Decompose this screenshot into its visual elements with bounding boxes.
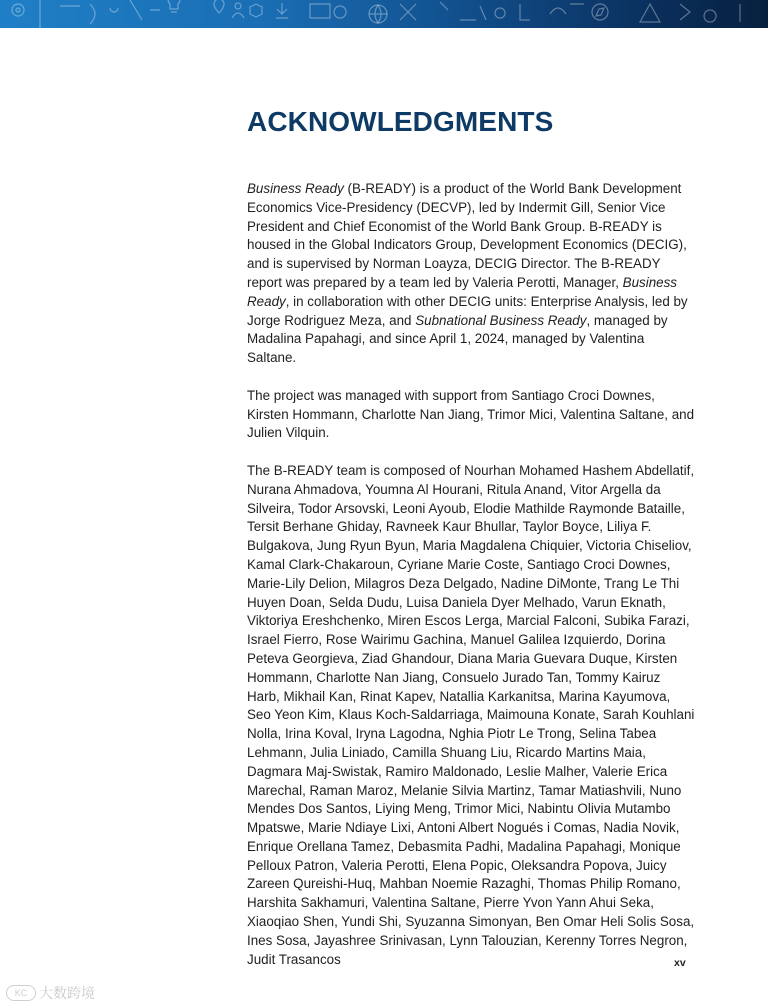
page-title: ACKNOWLEDGMENTS — [247, 106, 554, 137]
triangle-icon — [640, 4, 660, 22]
management-paragraph: The project was managed with support from Santiago Croci Downes, Kirsten Hommann, Charlotte Nan Jiang, Trimor Mici, Valentina Saltane, and Julien Vilquin. — [247, 387, 695, 441]
location-pin-icon — [214, 0, 224, 13]
tools-icon — [400, 4, 416, 20]
gear-icon — [12, 4, 24, 16]
watermark-text: 大数跨境 — [39, 985, 95, 1001]
header-banner — [0, 0, 768, 28]
page-number: xv — [674, 957, 686, 969]
download-arrow-icon — [276, 3, 288, 18]
banner-pattern — [0, 0, 768, 28]
watermark-logo-icon: KC — [6, 985, 36, 1001]
team-paragraph: The B-READY team is composed of Nourhan Mohamed Hashem Abdellatif, Nurana Ahmadova, Youmna Al Hourani, Ritula Anand, Vitor Argella da Silveira, Todor Arsovski, Leoni Ayoub, Elodie Mathilde Raymonde Bataille, Tersit Berhane Ghiday, Ravneek Kaur Bhullar, Taylor Boyce, Liliya F. Bulgakova, Jung Ryun Byun, Maria Magdalena Chiquier, Victoria Chiseliov, Kamal Clark-Chakaroun, Cyriane Marie Coste, Santiago Croci Downes, Marie-Lily Delion, Milagros Deza Delgado, Nadine DiMonte, Trang Le Thi Huyen Doan, Selda Dudu, Luisa Daniela Dyer Melhado, Varun Eknath, Viktoriya Ereshchenko, Miren Escos Lerga, Marcial Falconi, Subika Farazi, Israel Fierro, Rose Wairimu Gachina, Manuel Galilea Izquierdo, Dorina Peteva Georgieva, Ziad Ghandour, Diana Maria Guevara Duque, Kirsten Hommann, Charlotte Nan Jiang, Consuelo Jurado Tan, Tommy Kairuz Harb, Mikhail Kan, Rinat Kapev, Natallia Karkanitsa, Marina Kayumova, Seo Yeon Kim, Klaus Koch-Saldarriaga, Maimouna Konate, Sarah Kouhlani Nolla, Irina Koval, Iryna Lagodna, Nghia Piotr Le Trong, Selina Tabea Lehmann, Julia Liniado, Camilla Shuang Liu, Ricardo Martins Maia, Dagmara Maj-Swistak, Ramiro Maldonado, Leslie Malher, Valerie Erica Marechal, Raman Maroz, Melanie Silvia Martinz, Tamar Matiashvili, Nuno Mendes Dos Santos, Liying Meng, Trimor Mici, Nabintu Olivia Mutambo Mpatswe, Marie Ndiaye Lixi, Antoni Albert Nogués i Comas, Nadia Novik, Enrique Orellana Tamez, Debasmita Padhi, Madalina Papahagi, Monique Pelloux Patron, Valeria Perotti, Elena Popic, Oleksandra Popova, Juicy Zareen Qureishi-Huq, Mahban Noemie Razaghi, Thomas Philip Romano, Harshita Sakhamuri, Valentina Saltane, Pierre Yvon Yann Ahui Seka, Xiaoqiao Shen, Yundi Shi, Syuzanna Simonyan, Ben Omar Heli Solis Sosa, Ines Sosa, Jayashree Srinivasan, Lynn Talouzian, Kerenny Torres Negron, Judit Trasancos — [247, 462, 695, 967]
acknowledgments-body — [247, 180, 695, 988]
product-name-2: Business Ready — [247, 274, 677, 309]
intro-paragraph — [247, 180, 695, 368]
product-name: Business Ready — [247, 181, 344, 196]
hexagon-icon — [250, 4, 262, 17]
person-icon — [232, 3, 244, 18]
subnational-product-name: Subnational Business Ready — [415, 312, 587, 328]
intro-text-2: , in collaboration with other DECIG units: Enterprise Analysis, led by Jorge Rodriguez Meza, and — [247, 293, 688, 328]
globe-icon — [369, 5, 387, 23]
lightbulb-icon — [168, 0, 180, 12]
intro-text-1: (B-READY) is a product of the World Bank Development Economics Vice-Presidency (DECVP), led by Indermit Gill, Senior Vice President and Chief Economist of the World Bank Group. B-READY is housed in the Global Indicators Group, Development Economics (DECIG), and is supervised by Norman Loayza, DECIG Director. The B-READY report was prepared by a team led by Valeria Perotti, Manager, — [247, 181, 687, 290]
compass-icon — [592, 4, 608, 20]
watermark — [6, 984, 95, 1002]
intro-text-3: , managed by Madalina Papahagi, and since April 1, 2024, managed by Valentina Saltane. — [247, 312, 668, 366]
